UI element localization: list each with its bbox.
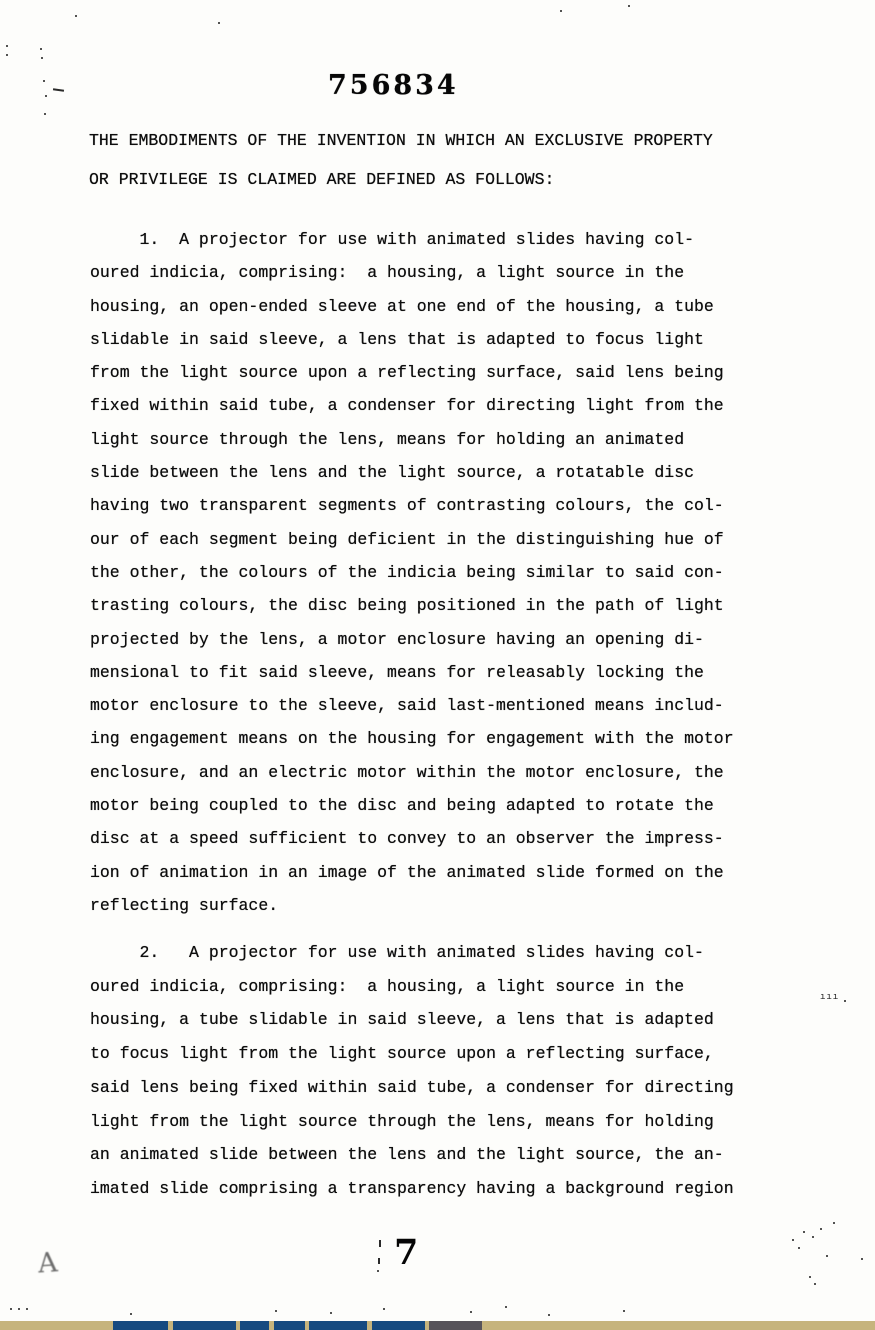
claim-text-line: to focus light from the light source upon a reflecting surface, — [90, 1044, 714, 1064]
claim-text-line: reflecting surface. — [90, 895, 279, 915]
page-number: 7 — [394, 1232, 419, 1273]
claim-text-line: housing, an open-ended sleeve at one end of the housing, a tube — [90, 296, 714, 316]
scan-noise — [812, 1236, 814, 1238]
scan-noise — [6, 54, 8, 56]
claim-text-line: light from the light source through the lens, means for holding — [90, 1111, 714, 1131]
claim-text-line: motor enclosure to the sleeve, said last-mentioned means includ- — [90, 696, 724, 716]
claim-text-line: an animated slide between the lens and the light source, the an- — [90, 1145, 724, 1165]
scan-noise — [833, 1222, 835, 1224]
scan-noise — [275, 1310, 277, 1312]
ink-smudge-mark: A — [36, 1247, 59, 1280]
scan-noise — [798, 1247, 800, 1249]
claim-text-line: imated slide comprising a transparency having a background region — [90, 1178, 734, 1198]
scan-noise — [861, 1258, 863, 1260]
claim-text-line: enclosure, and an electric motor within the motor enclosure, the — [90, 762, 724, 782]
color-strip-segment — [240, 1321, 269, 1330]
scan-noise — [43, 80, 45, 82]
scan-noise — [548, 1314, 550, 1316]
scan-noise — [378, 1258, 380, 1264]
color-strip-segment — [173, 1321, 236, 1330]
scan-noise — [218, 22, 220, 24]
scan-noise — [41, 57, 43, 59]
scan-noise — [377, 1270, 379, 1272]
scan-noise — [75, 15, 77, 17]
claim-text-line: said lens being fixed within said tube, a condenser for directing — [90, 1077, 734, 1097]
microfilm-color-strip — [0, 1321, 875, 1330]
claim-text-line: slide between the lens and the light source, a rotatable disc — [90, 463, 694, 483]
claim-text-line: having two transparent segments of contrasting colours, the col- — [90, 496, 724, 516]
scan-noise — [53, 88, 64, 92]
scan-noise — [628, 5, 630, 7]
patent-number: 756834 — [328, 70, 459, 101]
claim-text-line: projected by the lens, a motor enclosure having an opening di- — [90, 629, 704, 649]
claim-text-line: ing engagement means on the housing for engagement with the motor — [90, 729, 734, 749]
claim-text-line: disc at a speed sufficient to convey to an observer the impress- — [90, 829, 724, 849]
scan-noise — [826, 1255, 828, 1257]
claim-text-line: 1. A projector for use with animated slides having col- — [90, 230, 694, 249]
claim-text-line: oured indicia, comprising: a housing, a light source in the — [90, 976, 685, 996]
scan-speck-mark: ııı — [820, 992, 840, 1002]
claim-text-line: fixed within said tube, a condenser for directing light from the — [90, 396, 724, 416]
claim-text-line: ion of animation in an image of the animated slide formed on the — [90, 862, 724, 882]
scan-noise — [379, 1240, 381, 1247]
claims-preamble — [89, 121, 713, 199]
color-strip-segment — [113, 1321, 168, 1330]
scan-noise — [330, 1312, 332, 1314]
scan-noise — [623, 1310, 625, 1312]
preamble-line: OR PRIVILEGE IS CLAIMED ARE DEFINED AS FOLLOWS: — [89, 170, 555, 189]
claim-2-paragraph — [90, 936, 734, 1206]
scan-noise — [130, 1313, 132, 1315]
claim-text-line: 2. A projector for use with animated slides having col- — [90, 943, 704, 962]
scan-noise — [18, 1308, 20, 1310]
scan-noise — [792, 1239, 794, 1241]
claim-text-line: our of each segment being deficient in the distinguishing hue of — [90, 529, 724, 549]
preamble-line: THE EMBODIMENTS OF THE INVENTION IN WHICH AN EXCLUSIVE PROPERTY — [89, 131, 713, 150]
claim-1-paragraph — [90, 223, 734, 922]
scan-noise — [505, 1306, 507, 1308]
color-strip-segment — [429, 1321, 482, 1330]
scan-noise — [560, 10, 562, 12]
claim-text-line: the other, the colours of the indicia being similar to said con- — [90, 562, 724, 582]
color-strip-segment — [372, 1321, 425, 1330]
scan-noise — [844, 1000, 846, 1002]
color-strip-segment — [309, 1321, 367, 1330]
claim-text-line: slidable in said sleeve, a lens that is adapted to focus light — [90, 329, 704, 349]
scan-noise — [470, 1311, 472, 1313]
claim-text-line: mensional to fit said sleeve, means for releasably locking the — [90, 662, 704, 682]
claim-text-line: light source through the lens, means for holding an animated — [90, 429, 685, 449]
scan-noise — [803, 1231, 805, 1233]
scan-noise — [45, 95, 47, 97]
scan-noise — [26, 1308, 28, 1310]
scan-noise — [383, 1308, 385, 1310]
scan-noise — [10, 1308, 12, 1310]
scan-noise — [40, 48, 42, 50]
claim-text-line: housing, a tube slidable in said sleeve, a lens that is adapted — [90, 1010, 714, 1030]
color-strip-segment — [274, 1321, 305, 1330]
scan-noise — [44, 113, 46, 115]
claim-text-line: trasting colours, the disc being positioned in the path of light — [90, 596, 724, 616]
claim-text-line: from the light source upon a reflecting surface, said lens being — [90, 363, 724, 383]
scan-noise — [820, 1228, 822, 1230]
scan-noise — [6, 45, 8, 47]
claim-text-line: oured indicia, comprising: a housing, a light source in the — [90, 263, 685, 283]
claim-text-line: motor being coupled to the disc and being adapted to rotate the — [90, 796, 714, 816]
scan-noise — [809, 1276, 811, 1278]
scan-noise — [814, 1283, 816, 1285]
